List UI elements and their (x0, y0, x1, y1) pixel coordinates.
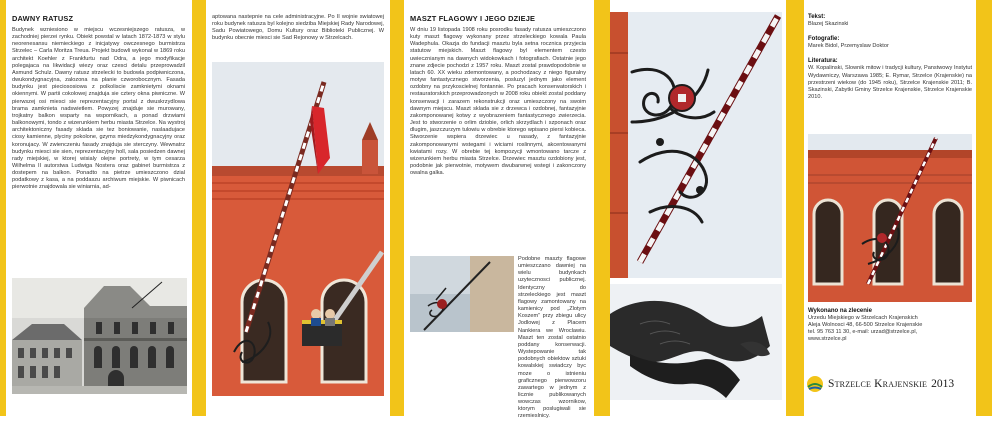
yellow-stripe (976, 0, 992, 416)
commission-line: tel. 95 763 11 30, e-mail: urzad@strzelce.pl, (808, 329, 918, 336)
commission-line: www.strzelce.pl (808, 336, 847, 343)
panel-credits (804, 0, 976, 416)
brand-name: Strzelce Krajenskie (828, 378, 928, 390)
town-logo-icon (806, 375, 824, 393)
photo-flag-mast-installation (212, 62, 384, 396)
text-credit-label: Tekst: (808, 14, 826, 20)
commission-line: Aleja Wolnosci 48, 66-500 Strzelce Krajenskie (808, 322, 923, 329)
photo-creature-detail (610, 284, 782, 400)
credits-block (808, 14, 972, 101)
section-body-continued: aptowana nastepnie na cele administracyjne. Po II wojnie swiatowej roku budynek ratusza byl kolejno siedziba Miejskiej Rady Narodowej, Sadu Powiatowego, Domu Kultury oraz Biblioteki Publicznej. W budynku obecnie miesci sie Sad Rejonowy w Strzelcach. (212, 14, 384, 42)
panel-old-town-hall (6, 0, 192, 416)
photo-ironwork-detail (610, 12, 782, 278)
brand-year: 2013 (931, 378, 955, 390)
yellow-stripe (192, 0, 206, 416)
commission-line: Urzedu Miejskiego w Strzelcach Krajenskich (808, 315, 918, 322)
text-credit-value: Blazej Skazinski (808, 21, 849, 28)
photo-wroclaw-mast (410, 256, 514, 332)
panel-mast-photos (610, 0, 786, 416)
photo-credit-value: Marek Bidol, Przemyslaw Doktor (808, 43, 889, 50)
section-body: Budynek wzniesiono w miejscu wczesniejszego ratusza, w zachodniej pierzei rynku. Obiekt powstal w latach 1872-1873 w stylu neorenesansu niemieckiego z inicjatywy owczesnego burmistrza Strzelec – Carla Moritza Treua. Projekt budowli wykonal w 1869 roku architekt Koehler z Frankfurtu nad Odra, a jego modyfikacje polegajaca na likwidacji wiezy oraz czesci detalu przeprowadzil Asmund Schulz. Dawny ratusz strzelecki to budowla podpiwniczona, dwukondygnacyjna, zalozona na planie czworobocznym. Fasada budynku jest pieciososiowa z polkoliscie zamknietymi oknami okiennymi. W partii cokolowej znajduja sie cztery okna piwniczne. W pierwszej osi miesci sie reprezentacyjny portal z dwuskrzydlowa brama zamknieta nadswietlem. Powyzej znajduje sie murowany, trojkatny balkon wsparty na wspornikach, a ponad drzwiami balkonowymi, tondo z wizerunkiem herbu miasta Strzelce. Na wystroj architektoniczny fasady sklada sie tez boniowanie, naslaadujace ciosy kamienne, plyciny pokolone, gzyms miedzykondygnacyjny oraz koronujacy. W zwienczeniu fasady znajduja sie sterczyny. Wewnatrz budynku miesci sie sien, reprezentacyjny holl, sala posiedzen dawnej rady miejskiej, w ktorej wisialy olejne portrety, w tym cesarza Wilhelma II autorstwa Ludwiga Nostera oraz gabinet burmistrza z dostepem na balkon. Ponadto na pietrze umieszczono dzial podatkowy z kasa, a na poddaszu archiwum miejskie. W piwnicach pierwotnie znajdowala sie winiarnia, ad- (12, 27, 185, 191)
section-body-side (518, 256, 586, 421)
yellow-stripe (786, 0, 804, 416)
literature-body: W. Kopalinski, Slownik mitow i tradycji kultury, Panstwowy Instytut Wydawniczy, Warszawa 1985; E. Rymar, Strzelce (Krajenskie) na przestrzeni wiekow (do 1945 roku), Strzelce Krajenskie 2011; B. Skazinski, Zabytki Gminy Strzelce Krajenskie, Strzelce Krajenskie 2010. (808, 65, 972, 101)
section-heading: DAWNY RATUSZ (12, 14, 74, 23)
panel-town-hall-continued (206, 0, 390, 416)
side-text: Podobne maszty flagowe umieszczano dawniej na wielu budynkach uzytecznosci publicznej. Identyczny do strzeleckiego jest maszt flagowy zamontowany na kamienicy pod „Zlotym Koszem” przy zbiegu ulicy Jodlowej z Placem Nankiera we Wroclawiu. Maszt ten zostal ostatnio poddany konserwacji. Wystepowanie tak podobnych obiektow sztuki kowalskiej swiadczy byc moze o istnieniu graficznego pierwowzoru zawartego w jednym z licznie publikowanych wowczas wzornikow, ktorym poslugiwali sie rzemieslnicy. (518, 256, 586, 420)
section-heading: MASZT FLAGOWY I JEGO DZIEJE (410, 14, 536, 23)
brand-bar (806, 372, 974, 396)
photo-credit-label: Fotografie: (808, 36, 840, 43)
commission-block (808, 308, 972, 343)
panel-flag-mast-history (404, 0, 594, 420)
yellow-stripe (390, 0, 404, 416)
yellow-stripe (594, 0, 610, 416)
section-body: W dniu 19 listopada 1908 roku posrodku fasady ratusza umieszczono kuty maszt flagowy wykonany przez strzeleckiego kowala Paula Wadephula. Okazja do fundacji masztu byla setna rocznica przyjecia statutow miejskich. Maszt flagowy byl elementem czesto uwiecznianym na dawnych widokowkach i fotografiach. Ostatnie jego znane zdjecie pochodzi z 1957 roku. Maszt zostal prawdopodobnie w latach 60. XX wieku zdemontowany, a pochodzacy z niego figuralny motyw fantastycznego stworzenia, posluzyl jednym jako element ozdobny na przykoscielnej fontannie. Po pracach konserwatorskich i restauratorskich przeprowadzonych w 2008 roku obiekt zostal poddany konserwacji i zarazem rekonstrukcji oraz umieszczony na swoim dawnym miejscu. Maszt sklada sie z drzewca i ozdobnej, fantazyjnie zakomponowanej kotwy z wyobrazeniem fantastycznego zwierzecia. Jest to stworzenie o orlim dziobie, orlich skrzydlach i szponach oraz dlugim, jaszczurzym tulowiu w obrebie ktorego wpisano piersi kobieca. Stworzenie wspiera drzewiec u nasady, z fantazyjnie zakomponowanymi wstegami i wiciami roslinnymi, akcentowanymi kwiatami rozy. W obrebie tej kompozycji wmontowano tarcze z wizerunkiem herbu miasta Strzelce. Drzewiec masztu ozdobiony jest, podobnie jak pierwotnie, motywem dwubarwnej wstegi i zakonczony owalna galka. (410, 27, 586, 177)
commission-label: Wykonano na zlecenie (808, 308, 872, 314)
photo-town-hall-mast (808, 134, 972, 302)
literature-label: Literatura: (808, 58, 838, 65)
archival-photo (12, 278, 187, 394)
